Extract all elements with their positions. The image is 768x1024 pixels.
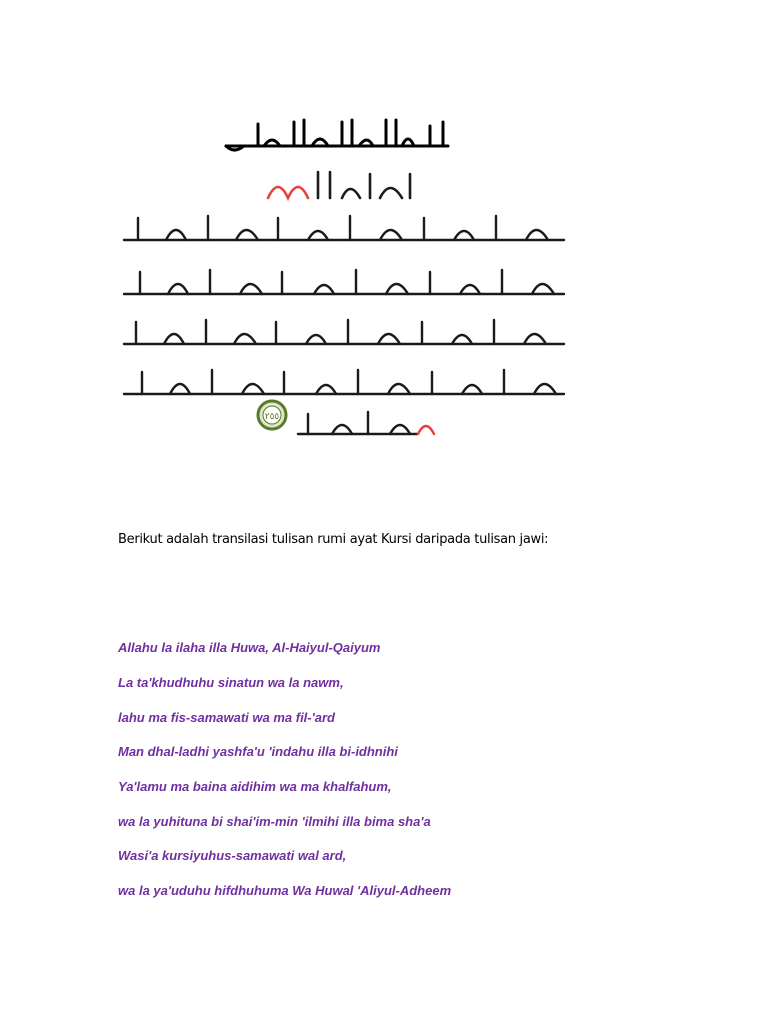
transliteration-line: Man dhal-ladhi yashfa'u 'indahu illa bi-idhnihi [118,744,398,759]
intro-sentence: Berikut adalah transilasi tulisan rumi ayat Kursi daripada tulisan jawi: [118,532,549,547]
transliteration-line: La ta'khudhuhu sinatun wa la nawm, [118,675,344,690]
ayat-kursi-calligraphy [118,158,570,450]
transliteration-line: Ya'lamu ma baina aidihim wa ma khalfahum, [118,779,392,794]
transliteration-line: wa la ya'uduhu hifdhuhuma Wa Huwal 'Aliyul-Adheem [118,883,452,898]
transliteration-line: Wasi'a kursiyuhus-samawati wal ard, [118,848,347,863]
basmala-calligraphy [218,116,458,158]
transliteration-line: lahu ma fis-samawati wa ma fil-'ard [118,710,335,725]
svg-text:٢٥٥: ٢٥٥ [264,412,280,422]
transliteration-line: wa la yuhituna bi shai'im-min 'ilmihi illa bima sha'a [118,814,431,829]
quran-verse-image [118,110,570,450]
transliteration-line: Allahu la ilaha illa Huwa, Al-Haiyul-Qaiyum [118,640,381,655]
verse-number-medallion [256,399,288,431]
